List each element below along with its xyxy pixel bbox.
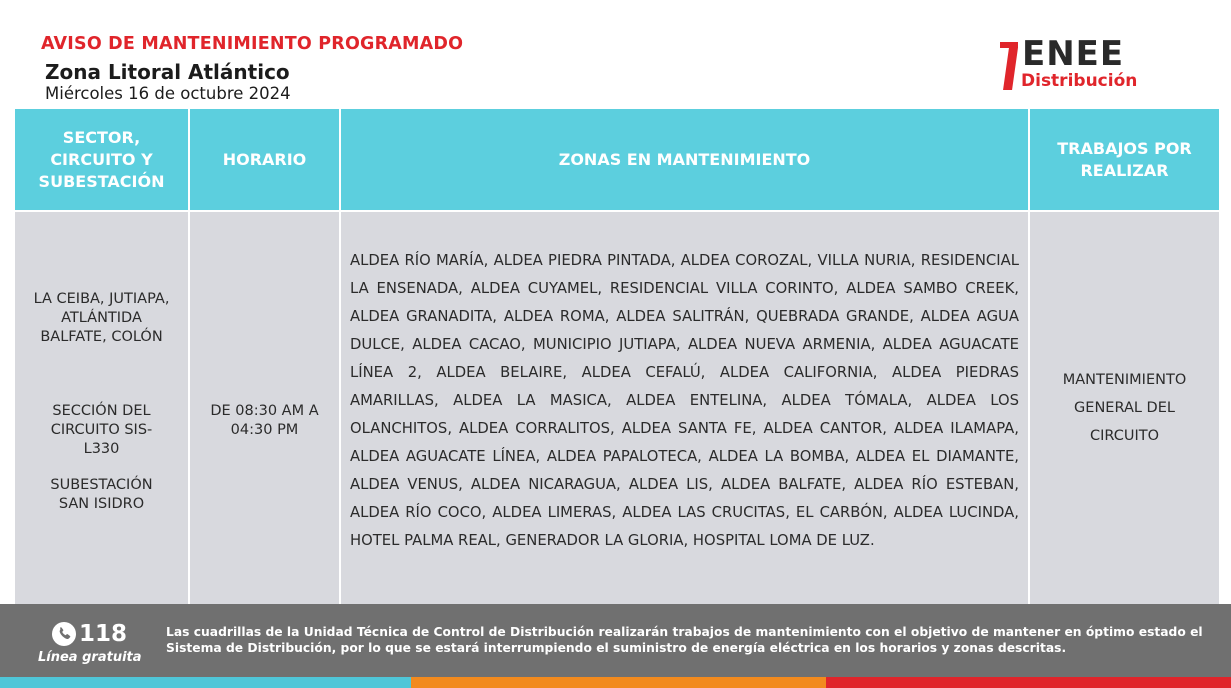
zone-title: Zona Litoral Atlántico — [45, 60, 290, 84]
schedule-text: DE 08:30 AM A 04:30 PM — [210, 403, 319, 438]
footer-stripe-orange — [411, 677, 826, 688]
schedule-cell — [190, 212, 339, 604]
footer-bar — [0, 604, 1231, 677]
footer-stripe-red — [826, 677, 1231, 688]
footer-stripe-cyan — [0, 677, 411, 688]
sector-substation: SUBESTACIÓN SAN ISIDRO — [50, 477, 153, 512]
zones-cell — [341, 212, 1028, 604]
sector-location: LA CEIBA, JUTIAPA, ATLÁNTIDA BALFATE, COLÓN — [33, 291, 170, 345]
logo-mark-stem — [1003, 48, 1018, 90]
column-header-schedule: HORARIO — [222, 149, 307, 169]
table-header-row — [15, 109, 1219, 210]
enee-logo — [1000, 34, 1170, 96]
column-header-sector: SECTOR, CIRCUITO Y SUBESTACIÓN — [38, 127, 165, 191]
notice-header — [0, 0, 1231, 108]
work-text: MANTENIMIENTO GENERAL DEL CIRCUITO — [1062, 372, 1187, 444]
logo-subtitle: Distribución — [1021, 71, 1138, 91]
table-row — [15, 212, 1219, 604]
column-header-work: TRABAJOS POR REALIZAR — [1057, 138, 1192, 180]
sector-section: SECCIÓN DEL CIRCUITO SIS-L330 — [50, 403, 153, 457]
sector-cell — [15, 212, 188, 604]
notice-date: Miércoles 16 de octubre 2024 — [45, 84, 291, 103]
zones-text: ALDEA RÍO MARÍA, ALDEA PIEDRA PINTADA, ALDEA COROZAL, VILLA NURIA, RESIDENCIAL LA ENSENADA, ALDEA CUYAMEL, RESIDENCIAL VILLA CORINTO, ALDEA SAMBO CREEK, ALDEA GRANADITA, ALDEA ROMA, ALDEA SALITRÁN, QUEBRADA GRANDE, ALDEA AGUA DULCE, ALDEA CACAO, MUNICIPIO JUTIAPA, ALDEA NUEVA ARMENIA, ALDEA AGUACATE LÍNEA 2, ALDEA BELAIRE, ALDEA CEFALÚ, ALDEA CALIFORNIA, ALDEA PIEDRAS AMARILLAS, ALDEA LA MASICA, ALDEA ENTELINA, ALDEA TÓMALA, ALDEA LOS OLANCHITOS, ALDEA CORRALITOS, ALDEA SANTA FE, ALDEA CANTOR, ALDEA ILAMAPA, ALDEA AGUACATE LÍNEA, ALDEA PAPALOTECA, ALDEA LA BOMBA, ALDEA EL DIAMANTE, ALDEA VENUS, ALDEA NICARAGUA, ALDEA LIS, ALDEA BALFATE, ALDEA RÍO ESTEBAN, ALDEA RÍO COCO, ALDEA LIMERAS, ALDEA LAS CRUCITAS, EL CARBÓN, ALDEA LUCINDA, HOTEL PALMA REAL, GENERADOR LA GLORIA, HOSPITAL LOMA DE LUZ. — [350, 252, 1019, 549]
work-cell — [1030, 212, 1219, 604]
hotline-number: 118 — [79, 621, 128, 647]
hotline-label: Línea gratuita — [38, 650, 142, 665]
logo-name: ENEE — [1022, 34, 1125, 74]
notice-title: AVISO DE MANTENIMIENTO PROGRAMADO — [41, 34, 464, 54]
phone-icon — [52, 622, 76, 646]
column-header-zones: ZONAS EN MANTENIMIENTO — [558, 149, 811, 169]
footer-message: Las cuadrillas de la Unidad Técnica de Control de Distribución realizarán trabajos de mantenimiento con el objetivo de mantener en óptimo estado el Sistema de Distribución, por lo que se estará interrumpiendo el suministro de energía eléctrica en los horarios y zonas descritas. — [166, 625, 1203, 655]
